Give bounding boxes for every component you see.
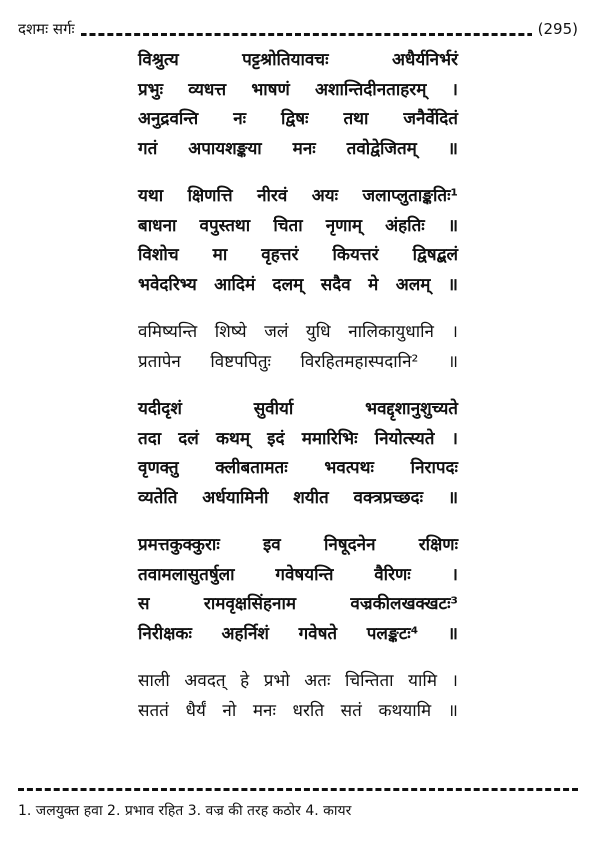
stanza-2 <box>138 182 458 300</box>
page-number: (295) <box>532 18 578 40</box>
verse-line: वमिष्यन्ति शिष्ये जलं युधि नालिकायुधानि । <box>138 322 458 342</box>
stanza-6 <box>138 667 458 726</box>
verse-line: तवामलासुतर्षुला गवेषयन्ति वैरिणः । <box>138 564 458 585</box>
footnote-dashed-rule <box>18 788 578 791</box>
verse-line: प्रभुः व्यधत्त भाषणं अशान्तिदीनताहरम् । <box>138 79 458 100</box>
page-header <box>18 18 578 46</box>
stanza-5 <box>138 531 458 649</box>
chapter-title: दशमः सर्गः <box>18 18 81 40</box>
verse-line: व्यतेति अर्धयामिनी शयीत वक्त्रप्रच्छदः ॥ <box>138 487 458 508</box>
verse-line: बाधना वपुस्तथा चिता नृणाम् अंहतिः ॥ <box>138 215 458 236</box>
header-dashed-rule <box>18 33 578 36</box>
verse-line: विश्रुत्य पट्टश्रोतियावचः अधैर्यनिर्भरं <box>138 50 458 70</box>
verse-line: गतं अपायशङ्कया मनः तवोद्वेजितम् ॥ <box>138 138 458 159</box>
verse-line: स रामवृक्षसिंहनाम वज्रकीलखक्खटः³ <box>138 594 458 614</box>
verse-line: तदा दलं कथम् इदं ममारिभिः नियोत्स्यते । <box>138 428 458 449</box>
verse-line: वृणक्तु क्लीबतामतः भवत्पथः निरापदः <box>138 458 458 478</box>
footnote: 1. जलयुक्त हवा 2. प्रभाव रहित 3. वज्र की तरह कठोर 4. कायर <box>18 803 352 819</box>
verse-line: यदीदृशं सुवीर्या भवद्दृशानुशुच्यते <box>138 399 458 419</box>
verse-body <box>138 46 458 744</box>
stanza-1 <box>138 46 458 164</box>
verse-line: अनुद्रवन्ति नः द्विषः तथा जनैर्वेदितं <box>138 109 458 129</box>
verse-line: यथा क्षिणत्ति नीरवं अयः जलाप्लुताङ्कतिः¹ <box>138 186 458 206</box>
verse-line: भवेदरिभ्य आदिमं दलम् सदैव मे अलम् ॥ <box>138 274 458 295</box>
verse-line: प्रतापेन विष्टपपितुः विरहितमहास्पदानि² ॥ <box>138 351 458 372</box>
verse-line: साली अवदत् हे प्रभो अतः चिन्तिता यामि । <box>138 671 458 691</box>
verse-line: निरीक्षकः अहर्निशं गवेषते पलङ्कटः⁴ ॥ <box>138 623 458 644</box>
stanza-4 <box>138 395 458 513</box>
verse-line: प्रमत्तकुक्कुराः इव निषूदनेन रक्षिणः <box>138 535 458 555</box>
verse-line: सततं धैर्यं नो मनः धरति सतं कथयामि ॥ <box>138 700 458 721</box>
verse-line: विशोच मा वृहत्तरं कियत्तरं द्विषद्बलं <box>138 245 458 265</box>
stanza-3 <box>138 318 458 377</box>
